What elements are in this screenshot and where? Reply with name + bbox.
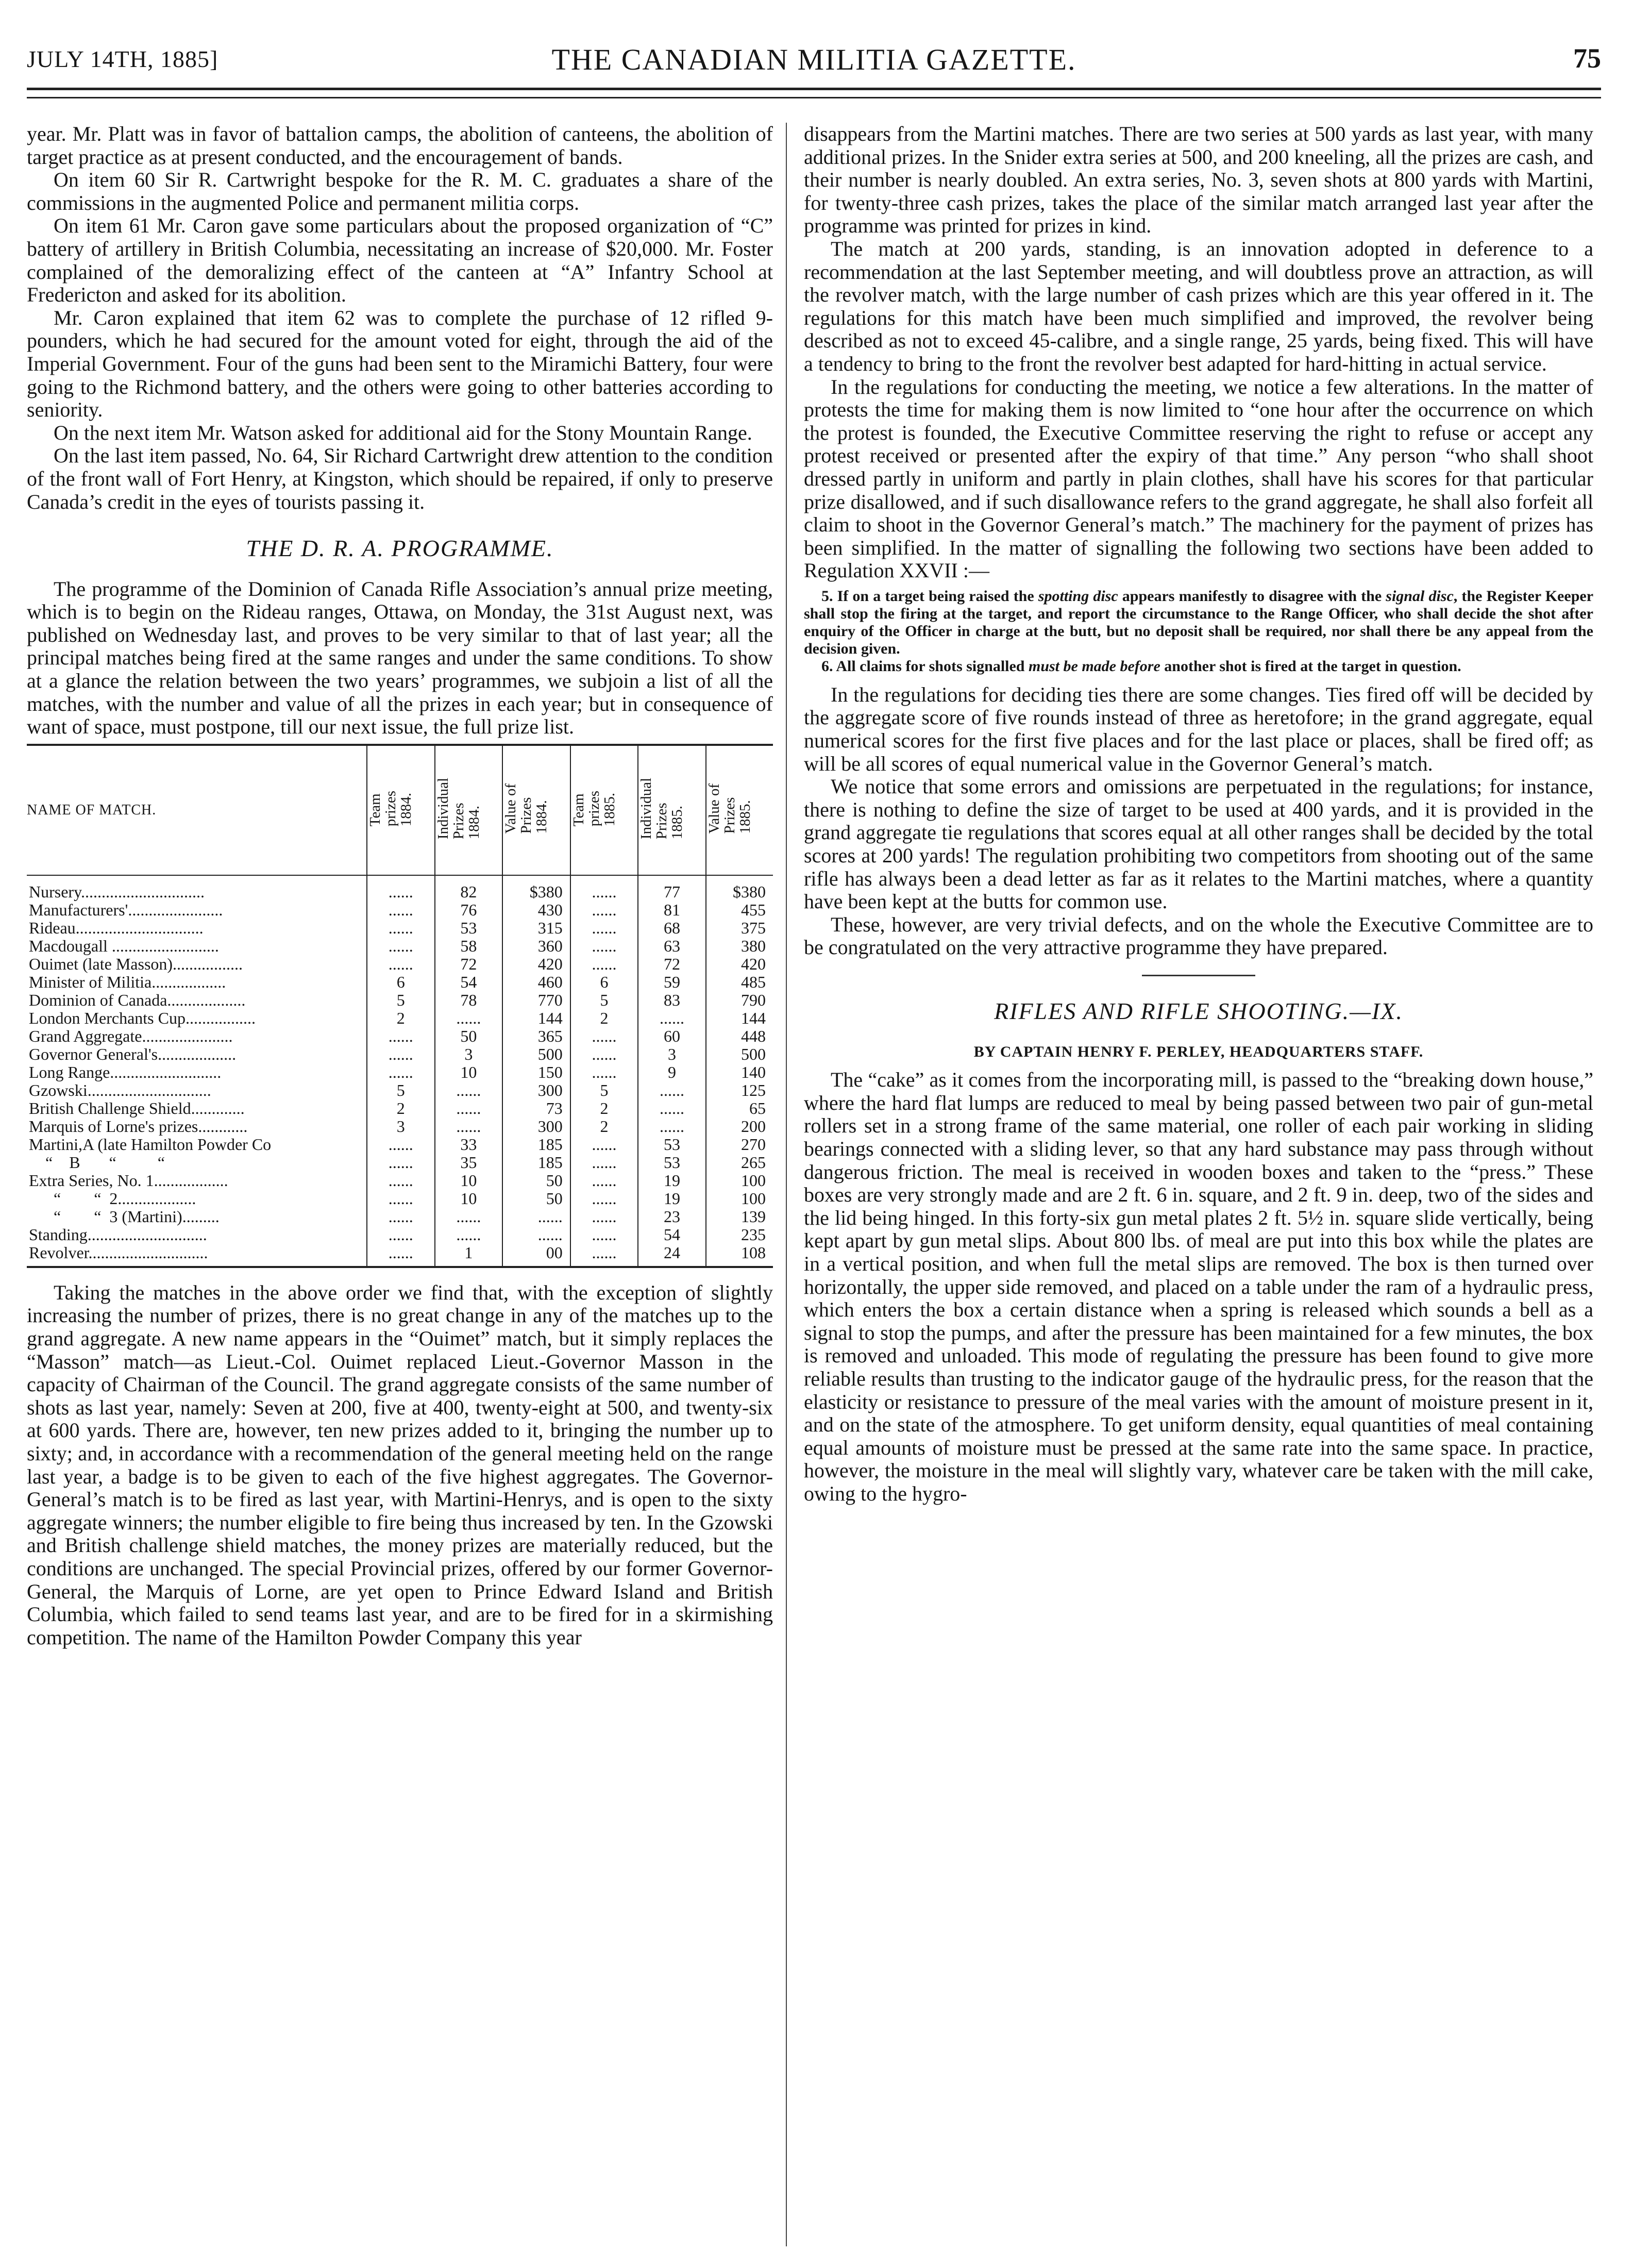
table-row: Martini,A (late Hamilton Powder Co ...... 33 185 ...... 53 270	[27, 1136, 773, 1154]
table-row: “ “ 3 (Martini)......... ...... ...... ...... ...... 23 139	[27, 1208, 773, 1226]
article-paragraph: The match at 200 yards, standing, is an innovation adopted in deference to a recommendation at the last September meeting, and will doubtless prove an attraction, as will the revolver match, with the large number of cash prizes which are this year offered in it. The regulations for this match have been much simplified and improved, the revolver being described as not to exceed 45-calibre, and a single range, 25 yards, being fixed. This will have a tendency to bring to the front the revolver best adapted for hard-hitting in actual service.	[804, 237, 1593, 375]
prize-table	[27, 744, 773, 1268]
table-row: Manufacturers'....................... ...... 76 430 ...... 81 455	[27, 901, 773, 919]
header-rule	[27, 88, 1601, 90]
table-row: Long Range........................... ...... 10 150 ...... 9 140	[27, 1063, 773, 1081]
column-header-team-1885: Team prizes 1885.	[570, 745, 638, 875]
table-row: “ B “ “ ...... 35 185 ...... 53 265	[27, 1154, 773, 1172]
section-title-dra: THE D. R. A. PROGRAMME.	[246, 535, 554, 562]
table-row: Standing............................. ...... ...... ...... ...... 54 235	[27, 1226, 773, 1244]
regulation-excerpt	[804, 588, 1593, 675]
article-paragraph: year. Mr. Platt was in favor of battalion camps, the abolition of canteens, the abolition of target practice as at present conducted, and the encouragement of bands.	[27, 122, 773, 169]
column-header-team-1884: Team prizes 1884.	[367, 745, 435, 875]
column-header-individual-1885: Individual Prizes 1885.	[638, 745, 706, 875]
table-row: Grand Aggregate...................... ...... 50 365 ...... 60 448	[27, 1027, 773, 1045]
table-row: Governor General's................... ...... 3 500 ...... 3 500	[27, 1045, 773, 1063]
table-row: Minister of Militia.................. 6 54 460 6 59 485	[27, 973, 773, 991]
article-paragraph: On item 60 Sir R. Cartwright bespoke for the R. M. C. graduates a share of the commissions in the augmented Police and permanent militia corps.	[27, 168, 773, 214]
article-paragraph: In the regulations for deciding ties there are some changes. Ties fired off will be decided by the aggregate score of five rounds instead of three as heretofore; in the grand aggregate, equal numerical scores for the first five places and for the last place or places, shall be fired off; as will be all scores of equal numerical value in the Governor General’s match.	[804, 682, 1593, 775]
table-row: Dominion of Canada................... 5 78 770 5 83 790	[27, 991, 773, 1009]
table-row: Revolver............................. ...... 1 00 ...... 24 108	[27, 1244, 773, 1267]
regulation-5: 5. If on a target being raised the spotting disc appears manifestly to disagree with the signal disc, the Register Keeper shall stop the firing at the target, and report the circumstance to the Range Officer, who shall decide the shot after enquiry of the Officer in charge at the butt, but no deposit shall be required, nor shall there be any appeal from the decision given.	[804, 587, 1594, 657]
section-title-rifles: RIFLES AND RIFLE SHOOTING.—IX.	[994, 998, 1403, 1024]
table-row: “ “ 2................... ...... 10 50 ...... 19 100	[27, 1190, 773, 1208]
column-header-name: NAME OF MATCH.	[27, 745, 367, 875]
column-header-value-1885: Value of Prizes 1885.	[706, 745, 773, 875]
table-row: London Merchants Cup................. 2 ...... 144 2 ...... 144	[27, 1009, 773, 1027]
header-rule-double	[27, 97, 1601, 98]
article-paragraph: On the last item passed, No. 64, Sir Richard Cartwright drew attention to the condition of the front wall of Fort Henry, at Kingston, which should be repaired, if only to preserve Canada’s credit in the eyes of tourists passing it.	[27, 444, 773, 513]
article-paragraph: On the next item Mr. Watson asked for additional aid for the Stony Mountain Range.	[54, 421, 752, 444]
article-paragraph: On item 61 Mr. Caron gave some particulars about the proposed organization of “C” battery of artillery in British Columbia, necessitating an increase of $20,000. Mr. Foster complained of the demoralizing effect of the canteen at “A” Infantry School at Fredericton and asked for its abolition.	[27, 214, 773, 307]
table-row: Ouimet (late Masson)................. ...... 72 420 ...... 72 420	[27, 955, 773, 973]
column-header-individual-1884: Individual Prizes 1884.	[435, 745, 503, 875]
column-header-value-1884: Value of Prizes 1884.	[502, 745, 570, 875]
column-divider	[786, 123, 787, 2246]
article-paragraph: In the regulations for conducting the meeting, we notice a few alterations. In the matter of protests the time for making them is now limited to “one hour after the occurrence on which the protest is founded, the Executive Committee reserving the right to refuse or accept any protest received or presented after the expiry of that time.” Any person “who shall shoot dressed partly in uniform and partly in plain clothes, shall have his scores for that particular prize disallowed, and if such disallowance refers to the grand aggregate, he shall also forfeit all claim to shoot in the Governor General’s match.” The machinery for the payment of prizes has been simplified. In the matter of signalling the following two sections have been added to Regulation XXVII :—	[804, 375, 1593, 582]
table-row: Gzowski.............................. 5 ...... 300 5 ...... 125	[27, 1081, 773, 1099]
regulation-6: 6. All claims for shots signalled must be made before another shot is fired at the target in question.	[821, 657, 1461, 675]
article-paragraph: Mr. Caron explained that item 62 was to complete the purchase of 12 rifled 9-pounders, which he had secured for the amount voted for eight, through the aid of the Imperial Government. Four of the guns had been sent to the Miramichi Battery, four were going to the Richmond battery, and the others were going to other batteries according to seniority.	[27, 306, 773, 422]
section-divider	[1142, 975, 1255, 976]
table-row: Rideau............................... ...... 53 315 ...... 68 375	[27, 919, 773, 937]
article-paragraph: The “cake” as it comes from the incorporating mill, is passed to the “breaking down house,” where the hard flat lumps are reduced to meal by being passed between two pair of gun-metal rollers set in a strong frame of the same material, one roller of each pair working in sliding bearings connected with a sliding lever, so that any hard substance may pass through without dangerous friction. The meal is received in wooden boxes and taken to the “press.” These boxes are very strongly made and are 2 ft. 6 in. square, and 2 ft. 9 in. deep, two of the sides and the lid being hinged. In this forty-six gun metal plates 2 ft. 5½ in. square slide vertically, being kept apart by gun metal slips. About 800 lbs. of meal are put into this box while the plates are in a vertical position, and when full the metal slips are removed. The box is then turned over horizontally, the upper side removed, and placed on a table under the ram of a hydraulic press, which enters the box a certain distance when a spring is released which sounds a bell as a signal to stop the pumps, and after the pressure has been maintained for a few minutes, the box is removed and unloaded. This mode of regulating the pressure has been found to give more reliable results than trusting to the indicator gauge of the hydraulic press, for the reason that the elasticity or resistance to pressure of the meal varies with the amount of moisture present in it, and on the state of the atmosphere. To get uniform density, equal quantities of meal containing equal amounts of moisture must be pressed at the same rate into the same space. In practice, however, the moisture in the meal will slightly vary, whatever care be taken with the mill cake, owing to the hygro-	[804, 1068, 1593, 1505]
publication-title: THE CANADIAN MILITIA GAZETTE.	[551, 43, 1076, 76]
issue-date: JULY 14TH, 1885]	[27, 46, 218, 72]
table-row: Marquis of Lorne's prizes............ 3 ...... 300 2 ...... 200	[27, 1118, 773, 1136]
article-paragraph: Taking the matches in the above order we find that, with the exception of slightly increasing the number of prizes, there is no great change in any of the matches up to the grand aggregate. A new name appears in the “Ouimet” match, but it simply replaces the “Masson” match—as Lieut.-Col. Ouimet replaced Lieut.-Governor Masson in the capacity of Chairman of the Council. The grand aggregate consists of the same number of shots as last year, namely: Seven at 200, five at 400, twenty-eight at 500, and twenty-six at 600 yards. There are, however, ten new prizes added to it, bringing the number up to sixty; and, in accordance with a recommendation of the general meeting held on the range last year, a badge is to be given to each of the five highest aggregates. The Governor-General’s match is to be fired as last year, with Martini-Henrys, and is open to the sixty aggregate winners; the number eligible to fire being thus increased by ten. In the Gzowski and British challenge shield matches, the money prizes are materially reduced, but the conditions are unchanged. The special Provincial prizes, offered by our former Governor-General, the Marquis of Lorne, are yet open to Prince Edward Island and British Columbia, which failed to send teams last year, and are to be fired for in a skirmishing competition. The name of the Hamilton Powder Company this year	[27, 1280, 773, 1649]
right-column	[804, 123, 1593, 1505]
table-row: Nursery.............................. ...... 82 $380 ...... 77 $380	[27, 875, 773, 901]
article-paragraph: These, however, are very trivial defects, and on the whole the Executive Committee are to be congratulated on the very attractive programme they have prepared.	[804, 912, 1593, 959]
page-header	[27, 39, 1601, 75]
article-paragraph: The programme of the Dominion of Canada Rifle Association’s annual prize meeting, which is to begin on the Rideau ranges, Ottawa, on Monday, the 31st August next, was published on Wednesday last, and proves to be very similar to that of last year; all the principal matches being fired at the same ranges and under the same conditions. To show at a glance the relation between the two years’ programmes, we subjoin a list of all the matches, with the number and value of all the prizes in each year; but in consequence of want of space, must postpone, till our next issue, the full prize list.	[27, 577, 773, 739]
article-byline: BY CAPTAIN HENRY F. PERLEY, HEADQUARTERS STAFF.	[973, 1043, 1424, 1060]
left-column	[27, 123, 773, 1649]
article-paragraph: We notice that some errors and omissions are perpetuated in the regulations; for instance, there is nothing to define the size of target to be used at 400 yards, and it is provided in the grand aggregate tie regulations that scores equal at all other ranges shall be decided by the total scores at 200 yards! The regulation prohibiting two competitors from shooting out of the same rifle has always been a dead letter as far as it relates to the Martini matches, where a quantity have been kept at the butts for common use.	[804, 775, 1593, 913]
table-row: Extra Series, No. 1.................. ...... 10 50 ...... 19 100	[27, 1172, 773, 1190]
article-paragraph: disappears from the Martini matches. There are two series at 500 yards as last year, with many additional prizes. In the Snider extra series at 500, and 200 kneeling, all the prizes are cash, and their number is nearly doubled. An extra series, No. 3, seven shots at 800 yards with Martini, for twenty-three cash prizes, takes the place of the similar match arranged last year after the programme was printed for prizes in kind.	[804, 122, 1593, 238]
page-number: 75	[1573, 43, 1601, 74]
table-header-row	[27, 745, 773, 875]
table-row: British Challenge Shield............. 2 ...... 73 2 ...... 65	[27, 1099, 773, 1118]
table-row: Macdougall .......................... ...... 58 360 ...... 63 380	[27, 937, 773, 955]
